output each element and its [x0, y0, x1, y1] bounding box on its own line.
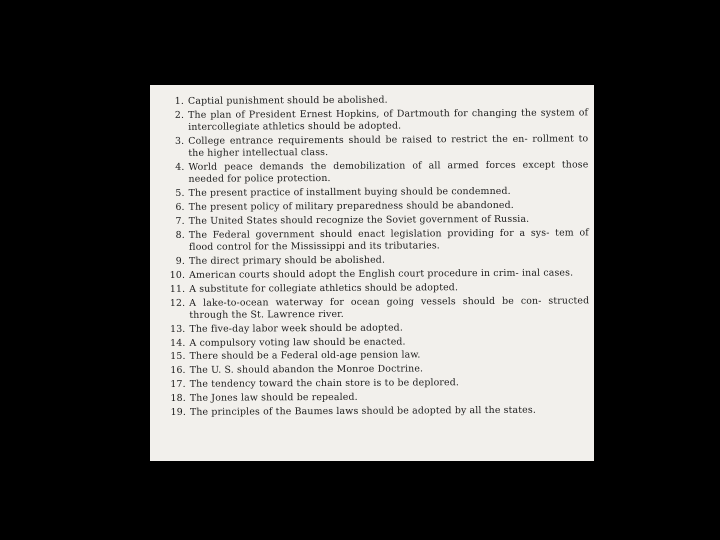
list-item	[163, 199, 589, 214]
scanned-page	[150, 85, 594, 461]
list-item	[162, 93, 588, 108]
list-item	[163, 253, 589, 268]
item-number: 7.	[175, 215, 185, 227]
item-number: 13.	[170, 323, 186, 335]
item-text: The United States should recognize the Soviet government of Russia.	[188, 213, 530, 227]
item-text: There should be a Federal old-age pension law.	[189, 349, 421, 363]
item-number: 6.	[175, 201, 185, 213]
item-number: 11.	[169, 283, 186, 295]
item-number: 18.	[170, 393, 186, 405]
list-item	[163, 281, 589, 296]
item-text: A lake-to-ocean waterway for ocean going vessels should be con- structed through the St. Lawrence river.	[189, 295, 590, 321]
list-item	[162, 159, 588, 186]
list-item	[164, 391, 590, 406]
item-text: Captial punishment should be abolished.	[187, 94, 388, 107]
item-number: 5.	[175, 188, 185, 200]
list-item	[163, 227, 589, 254]
item-text: The present practice of installment buying should be condemned.	[188, 186, 511, 200]
item-number: 9.	[175, 255, 186, 267]
item-text: The U. S. should abandon the Monroe Doctrine.	[189, 363, 424, 377]
item-number: 4.	[175, 161, 185, 173]
list-item	[163, 213, 589, 228]
item-number: 19.	[170, 406, 186, 419]
item-number: 1.	[174, 95, 185, 107]
list-item	[162, 133, 588, 160]
item-number: 12.	[169, 297, 186, 309]
list-item	[164, 349, 590, 364]
item-number: 8.	[175, 229, 185, 241]
item-text: American courts should adopt the English court procedure in crim- inal cases.	[189, 267, 574, 281]
item-number: 14.	[170, 337, 186, 349]
list-item	[164, 363, 590, 378]
item-text: College entrance requirements should be raised to restrict the en- rollment to the higher intellectual class.	[188, 133, 589, 160]
item-text: The plan of President Ernest Hopkins, of Dartmouth for changing the system of intercollegiate athletics should be adopted.	[188, 107, 589, 133]
item-text: World peace demands the demobilization of all armed forces except those needed for police protection.	[188, 159, 589, 186]
item-number: 3.	[174, 135, 185, 147]
item-text: A substitute for collegiate athletics should be adopted.	[189, 281, 459, 295]
item-text: The five-day labor week should be adopted.	[189, 322, 403, 335]
item-number: 10.	[169, 269, 186, 281]
item-text: The principles of the Baumes laws should be adopted by all the states.	[189, 404, 536, 418]
list-item	[163, 335, 589, 350]
list-item	[163, 186, 589, 201]
item-number: 16.	[170, 365, 186, 377]
item-text: The direct primary should be abolished.	[188, 254, 386, 267]
resolution-list	[162, 93, 590, 421]
list-item	[162, 107, 588, 134]
list-item	[163, 321, 589, 336]
list-item	[164, 404, 590, 419]
item-number: 17.	[170, 379, 186, 391]
item-number: 2.	[174, 109, 185, 121]
item-text: The Federal government should enact legislation providing for a sys- tem of flood control for the Mississippi and its tributaries.	[188, 227, 589, 253]
item-text: The Jones law should be repealed.	[189, 391, 358, 404]
list-item	[163, 295, 589, 322]
item-text: The present policy of military preparedness should be abandoned.	[188, 199, 514, 213]
item-number: 15.	[170, 351, 186, 363]
list-item	[163, 267, 589, 282]
list-item	[164, 377, 590, 392]
item-text: The tendency toward the chain store is to be deplored.	[189, 377, 460, 391]
item-text: A compulsory voting law should be enacted.	[189, 336, 406, 349]
